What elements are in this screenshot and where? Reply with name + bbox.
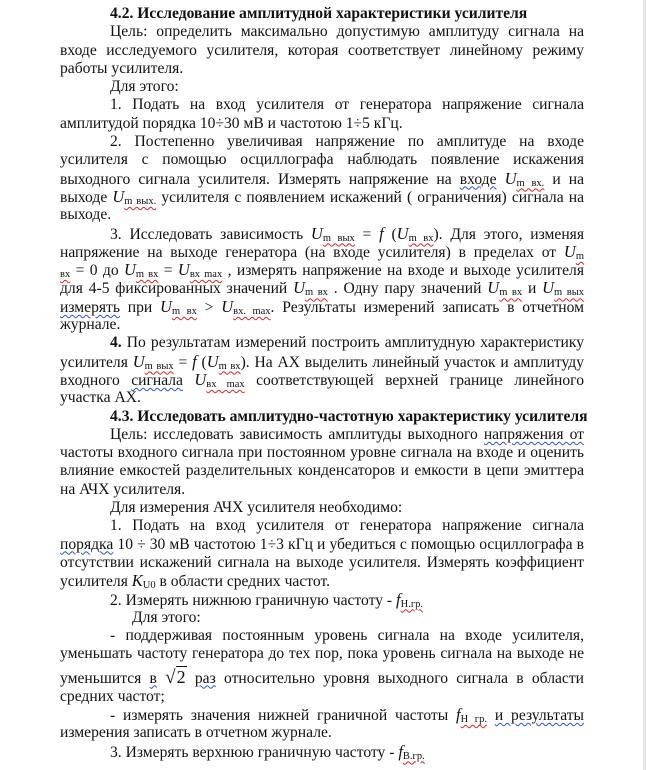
- math-variable: U: [124, 260, 136, 280]
- text-run: =: [158, 262, 178, 280]
- text-run: выходного сигнала усилителя. Измерять напряжение на: [60, 170, 460, 188]
- math-variable: U: [396, 223, 409, 243]
- math-symbol: [396, 223, 434, 244]
- text-line: [60, 78, 584, 96]
- text-run: средних частот;: [60, 687, 165, 705]
- math-variable: f: [398, 741, 403, 761]
- math-subscript: m вых: [144, 360, 174, 372]
- text-run: входе исследуемого усилителя, которая соответствует линейному режиму: [60, 41, 584, 59]
- grammar-flagged-text: напряжения от: [483, 425, 584, 443]
- text-line: [60, 206, 584, 224]
- math-subscript: m вых: [554, 287, 585, 299]
- text-run: Для этого:: [132, 608, 201, 626]
- math-variable: U: [160, 296, 172, 316]
- text-line: [60, 151, 584, 169]
- text-run: 3. Исследовать зависимость: [110, 225, 311, 243]
- math-symbol: [132, 573, 156, 590]
- text-run: уменьшать частоту генератора до тех пор, пока уровень сигнала на выходе не: [60, 645, 584, 663]
- text-line: [60, 353, 584, 371]
- text-run: [187, 670, 195, 687]
- text-line: [60, 481, 584, 499]
- text-run: =: [173, 353, 193, 371]
- text-line: [60, 389, 584, 407]
- paragraph: [60, 96, 584, 133]
- text-run: >: [196, 298, 222, 316]
- grammar-flagged-text: сигнала: [131, 371, 183, 389]
- text-line: [60, 170, 584, 188]
- text-line: [60, 499, 584, 517]
- text-run: усилителя: [60, 353, 133, 371]
- math-variable: K: [131, 571, 143, 591]
- bold-text: 4.: [110, 334, 122, 352]
- math-subscript: вх max: [189, 269, 223, 281]
- bold-text: 4.3. Исследовать амплитудно-частотную характеристику усилителя: [110, 407, 588, 425]
- math-variable: U: [487, 278, 500, 298]
- math-symbol: [206, 351, 241, 372]
- grammar-flagged-text: и результаты: [494, 706, 584, 724]
- text-run: усилителя с помощью осциллографа наблюдать появление искажения: [60, 151, 584, 169]
- math-subscript: U0: [142, 580, 156, 592]
- math-variable: U: [194, 369, 207, 389]
- math-symbol: [60, 262, 70, 279]
- math-variable: U: [293, 278, 305, 298]
- paragraph: [60, 225, 584, 335]
- text-run: усилителя с появлением искажений ( ограничения) сигнала на: [156, 188, 584, 206]
- text-run: для 4-5 фиксированных значений: [60, 280, 294, 298]
- math-variable: U: [132, 351, 145, 371]
- text-line: [60, 444, 584, 462]
- text-run: По результатам измерений построить амплитудную характеристику: [121, 334, 584, 352]
- math-symbol: [221, 296, 271, 317]
- math-symbol: [456, 704, 487, 725]
- bold-text: 4.2. Исследование амплитудной характеристики усилителя: [110, 5, 528, 22]
- math-symbol: [293, 280, 328, 297]
- text-line: [60, 279, 584, 297]
- text-run: = 0 до: [70, 262, 124, 280]
- math-symbol: [563, 241, 584, 262]
- text-run: при: [119, 298, 161, 316]
- text-run: и на: [544, 170, 585, 188]
- text-run: и: [522, 280, 543, 298]
- grammar-flagged-text: измерять: [60, 298, 120, 316]
- math-subscript: вх: [60, 269, 71, 281]
- paragraph: [60, 78, 584, 96]
- math-subscript: m вх: [218, 360, 241, 372]
- math-symbol: [310, 223, 355, 244]
- math-variable: U: [177, 260, 190, 280]
- paragraph: [60, 133, 584, 224]
- text-line: [60, 23, 584, 41]
- math-subscript: вх max: [206, 378, 245, 390]
- text-run: Для измерения АЧХ усилителя необходимо:: [110, 499, 403, 517]
- math-subscript: В.гр.: [402, 750, 425, 762]
- text-line: [60, 462, 584, 480]
- text-run: работы усилителя.: [60, 59, 184, 77]
- text-line: [60, 664, 584, 688]
- paragraph: [60, 627, 584, 706]
- text-line: [60, 243, 584, 261]
- text-run: =: [354, 225, 380, 243]
- grammar-flagged-text: раз: [194, 669, 216, 687]
- text-line: [60, 724, 584, 742]
- grammar-flagged-text: в: [149, 669, 157, 687]
- text-run: влияние емкостей разделительных конденсаторов и емкости в цепи эмиттера: [60, 462, 584, 480]
- text-line: [60, 371, 584, 389]
- text-line: [60, 572, 584, 590]
- math-variable: U: [563, 241, 576, 261]
- text-line: [60, 645, 584, 663]
- text-run: - измерять значения нижней граничной частоты: [110, 706, 457, 724]
- math-symbol: [124, 262, 158, 279]
- sqrt-expression: √2: [165, 666, 186, 688]
- text-run: Цель: исследовать зависимость амплитуды выходного: [110, 425, 484, 443]
- math-subscript: Н гр.: [460, 713, 487, 725]
- paragraph: [60, 334, 584, 407]
- math-symbol: [504, 168, 545, 189]
- text-line: [60, 536, 584, 554]
- text-line: [60, 115, 584, 133]
- text-line: [60, 334, 584, 352]
- text-line: [60, 609, 584, 627]
- math-variable: f: [396, 589, 401, 609]
- text-run: в области средних частот.: [155, 573, 331, 591]
- paragraph: [60, 517, 584, 590]
- math-variable: U: [206, 351, 219, 371]
- text-line: [60, 42, 584, 60]
- math-subscript: m вх.: [516, 177, 545, 189]
- text-run: [183, 372, 194, 389]
- math-subscript: m вх: [499, 287, 523, 299]
- math-symbol: [160, 296, 197, 317]
- document-page: [60, 5, 588, 762]
- text-run: выходе.: [60, 206, 112, 224]
- math-variable: U: [221, 296, 234, 316]
- math-symbol: [487, 280, 522, 297]
- math-symbol: [178, 262, 222, 279]
- text-line: [60, 261, 584, 279]
- math-subscript: m вых: [322, 232, 355, 244]
- text-run: 2. Измерять нижнюю граничную частоту -: [110, 591, 397, 609]
- text-run: (: [383, 225, 397, 243]
- math-subscript: m вх: [408, 232, 434, 244]
- paragraph: [60, 743, 584, 761]
- text-run: [157, 670, 165, 687]
- math-variable: U: [112, 186, 125, 206]
- text-run: . Одну пару значений: [327, 280, 488, 298]
- text-run: ). Для этого, изменяя: [433, 225, 585, 243]
- math-subscript: m: [575, 250, 584, 262]
- math-variable: U: [542, 278, 555, 298]
- paragraph: [60, 609, 584, 627]
- text-line: [60, 517, 584, 535]
- text-line: [60, 591, 584, 609]
- text-line: [60, 60, 584, 78]
- text-line: [60, 298, 584, 316]
- math-subscript: m вх: [305, 287, 328, 299]
- text-line: [60, 706, 584, 724]
- text-line: [60, 554, 584, 572]
- math-variable: f: [192, 351, 197, 371]
- math-subscript: m вых.: [124, 195, 157, 207]
- text-run: 1. Подать на вход усилителя от генератора напряжение сигнала: [110, 517, 584, 535]
- text-run: 3. Измерять верхнюю граничную частоту -: [110, 743, 399, 761]
- text-run: , измерять напряжение на входе и выходе усилителя: [222, 262, 584, 280]
- text-line: [60, 627, 584, 645]
- text-line: [60, 5, 584, 23]
- text-run: [497, 171, 505, 188]
- text-run: измерения записать в отчетном журнале.: [60, 724, 332, 742]
- grammar-flagged-text: входе: [459, 170, 497, 188]
- math-variable: U: [310, 223, 323, 243]
- math-subscript: вх. max: [233, 305, 271, 317]
- text-run: журнале.: [60, 316, 121, 334]
- text-run: амплитудой порядка 10÷30 мВ и частотою 1÷5 кГц.: [60, 114, 403, 132]
- text-run: Для этого:: [110, 78, 179, 96]
- paragraph: [60, 499, 584, 517]
- text-run: напряжение на выходе генератора (на входе усилителя) в пределах от: [60, 243, 564, 261]
- paragraph: [60, 426, 584, 499]
- math-symbol: [398, 741, 425, 762]
- text-run: 2. Постепенно увеличивая напряжение по амплитуде на входе: [110, 133, 584, 151]
- text-line: [60, 688, 584, 706]
- text-run: 10 ÷ 30 мВ частотою 1÷3 кГц и убедиться с помощью осциллографа в: [113, 535, 584, 553]
- section-heading: [60, 5, 584, 23]
- text-run: уменьшится: [60, 669, 150, 687]
- math-symbol: [396, 589, 423, 610]
- text-run: входного: [60, 371, 132, 389]
- math-subscript: m вх: [135, 269, 159, 281]
- text-line: [60, 316, 584, 334]
- math-symbol: [132, 351, 174, 372]
- text-line: [60, 133, 584, 151]
- text-line: [60, 225, 584, 243]
- text-run: соответствующей верхней границе линейного: [244, 371, 584, 389]
- text-run: отсутствии искажений сигнала на выходе усилителя. Измерять коэффициент: [60, 553, 584, 571]
- text-run: ). На АХ выделить линейный участок и амплитуду: [240, 353, 585, 371]
- math-variable: U: [504, 168, 517, 188]
- section-heading: [60, 407, 588, 426]
- text-run: относительно уровня выходного сигнала в области: [215, 669, 584, 687]
- text-run: Цель: определить максимально допустимую амплитуду сигнала на: [110, 23, 584, 41]
- math-subscript: Н.гр.: [400, 598, 423, 610]
- text-run: 1. Подать на вход усилителя от генератора напряжение сигнала: [110, 96, 584, 114]
- text-run: частоты входного сигнала при постоянном уровне сигнала на входе и оценить: [60, 444, 584, 462]
- text-run: на АЧХ усилителя.: [60, 480, 186, 498]
- text-run: усилителя: [60, 573, 132, 591]
- text-run: . Результаты измерений записать в отчетном: [270, 298, 584, 316]
- paragraph: [60, 591, 584, 609]
- text-line: [60, 743, 584, 761]
- text-line: [60, 188, 584, 206]
- math-variable: f: [456, 704, 461, 724]
- text-run: выходе: [60, 188, 113, 206]
- math-variable: f: [379, 223, 384, 243]
- text-run: участка АХ.: [60, 389, 141, 407]
- math-symbol: [194, 369, 245, 390]
- text-run: [487, 707, 495, 724]
- text-line: [60, 407, 588, 426]
- radicand: 2: [176, 666, 186, 687]
- math-symbol: [112, 186, 157, 207]
- math-subscript: m вх: [171, 305, 197, 317]
- text-run: (: [196, 353, 207, 371]
- paragraph: [60, 706, 584, 743]
- paragraph: [60, 23, 584, 78]
- text-line: [60, 96, 584, 114]
- text-run: - поддерживая постоянным уровень сигнала на входе усилителя,: [110, 627, 584, 645]
- text-line: [60, 426, 584, 444]
- math-symbol: [542, 280, 584, 297]
- grammar-flagged-text: порядка: [60, 535, 114, 553]
